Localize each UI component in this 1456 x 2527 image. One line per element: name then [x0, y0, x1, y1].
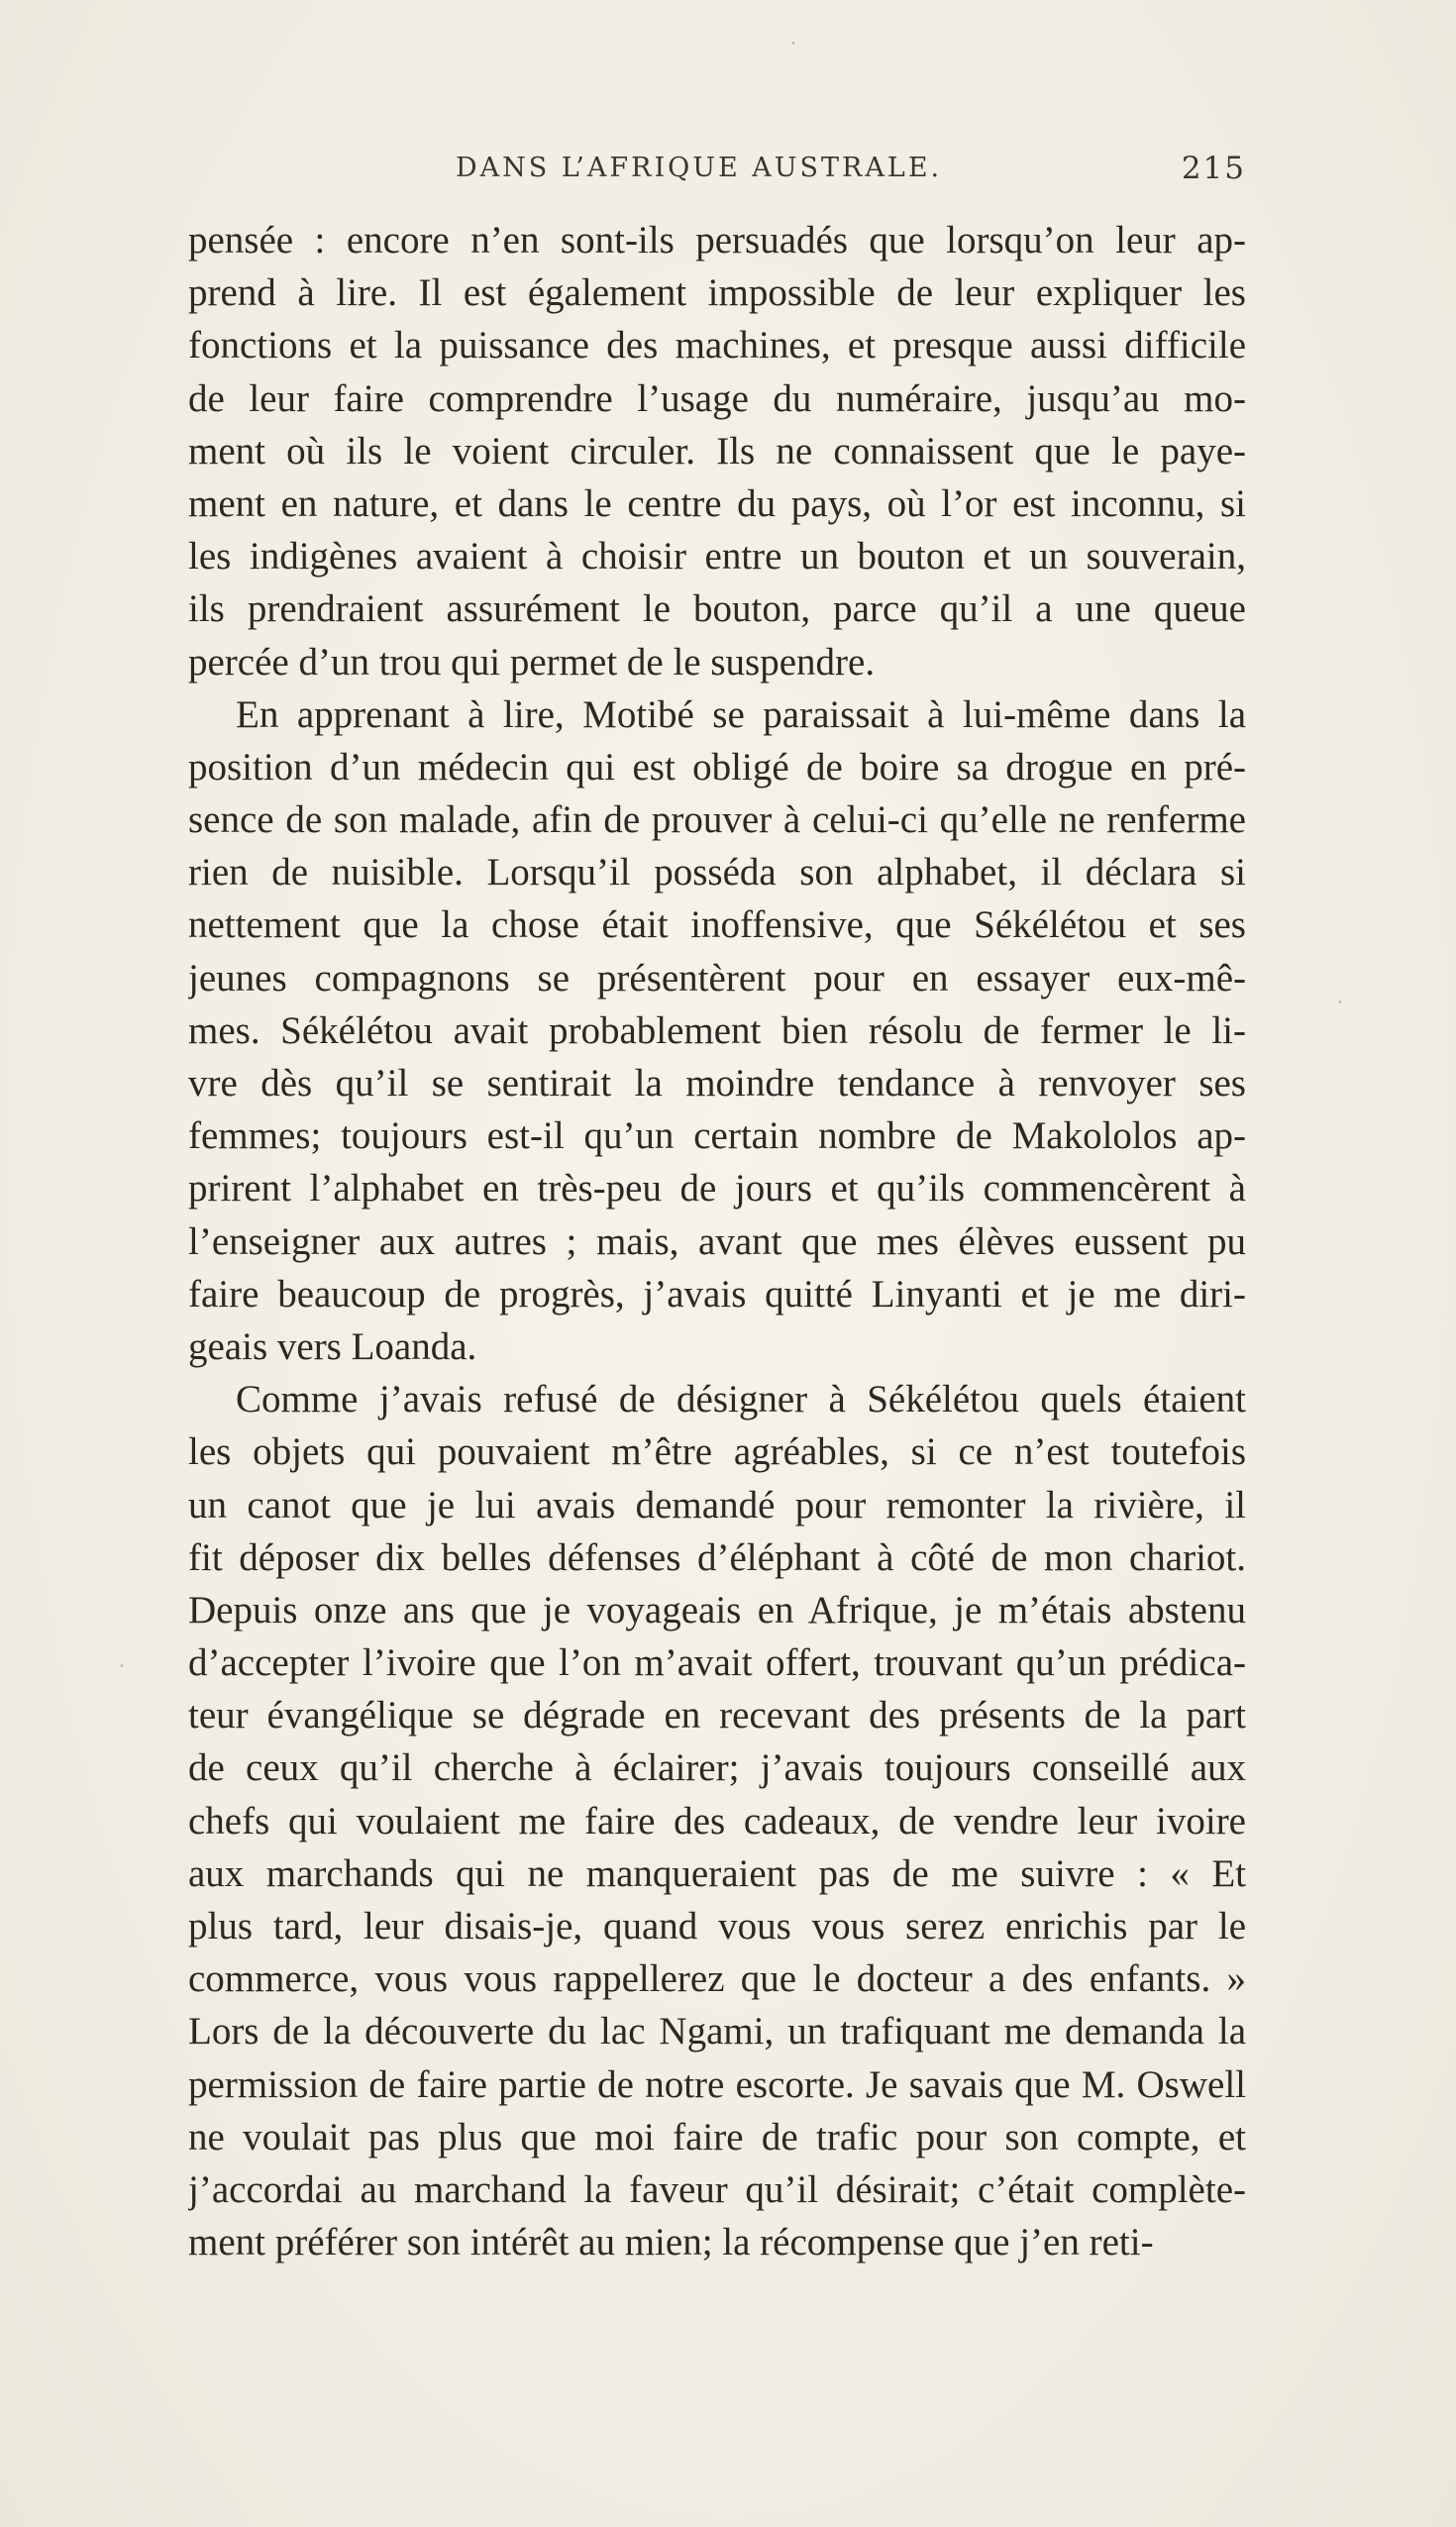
- text-line: fit déposer dix belles défenses d’éléphant à côté de mon chariot.: [188, 1535, 1246, 1579]
- text-line: position d’un médecin qui est obligé de boire sa drogue en pré-: [188, 745, 1246, 789]
- text-line: un canot que je lui avais demandé pour remonter la rivière, il: [188, 1483, 1246, 1527]
- text-line: En apprenant à lire, Motibé se paraissait à lui-même dans la: [236, 692, 1246, 736]
- text-line: plus tard, leur disais-je, quand vous vous serez enrichis par le: [188, 1905, 1246, 1948]
- paper-speck: [1339, 1000, 1341, 1003]
- text-line: ment en nature, et dans le centre du pays, où l’or est inconnu, si: [188, 481, 1246, 525]
- paper-speck: [121, 1664, 123, 1667]
- text-line: vre dès qu’il se sentirait la moindre tendance à renvoyer ses: [188, 1062, 1246, 1105]
- text-line: jeunes compagnons se présentèrent pour en essayer eux-mê-: [188, 956, 1246, 1000]
- text-line: nettement que la chose était inoffensive, que Sékélétou et ses: [188, 903, 1246, 947]
- text-line: faire beaucoup de progrès, j’avais quitté Linyanti et je me diri-: [188, 1272, 1246, 1316]
- text-line: permission de faire partie de notre escorte. Je savais que M. Oswell: [188, 2062, 1246, 2106]
- text-line: rien de nuisible. Lorsqu’il posséda son alphabet, il déclara si: [188, 851, 1246, 895]
- page-header: [188, 149, 1246, 188]
- paper-speck: [792, 42, 794, 45]
- text-line: Comme j’avais refusé de désigner à Sékélétou quels étaient: [236, 1378, 1246, 1421]
- paragraph: [188, 214, 1246, 688]
- text-line: de leur faire comprendre l’usage du numéraire, jusqu’au mo-: [188, 376, 1246, 420]
- text-line: de ceux qu’il cherche à éclairer; j’avais toujours conseillé aux: [188, 1746, 1246, 1790]
- text-line: l’enseigner aux autres ; mais, avant que mes élèves eussent pu: [188, 1219, 1246, 1263]
- text-line: teur évangélique se dégrade en recevant des présents de la part: [188, 1694, 1246, 1737]
- text-line: prend à lire. Il est également impossible de leur expliquer les: [188, 271, 1246, 315]
- text-line: chefs qui voulaient me faire des cadeaux, de vendre leur ivoire: [188, 1799, 1246, 1843]
- text-line: les indigènes avaient à choisir entre un bouton et un souverain,: [188, 535, 1246, 579]
- text-line: ils prendraient assurément le bouton, parce qu’il a une queue: [188, 587, 1246, 631]
- text-line: ment où ils le voient circuler. Ils ne connaissent que le paye-: [188, 429, 1246, 473]
- body-text: [188, 214, 1246, 2268]
- text-line: percée d’un trou qui permet de le suspendre.: [188, 640, 876, 684]
- paragraph: [188, 1373, 1246, 2268]
- text-line: pensée : encore n’en sont-ils persuadés que lorsqu’on leur ap-: [188, 219, 1246, 262]
- text-line: prirent l’alphabet en très-peu de jours et qu’ils commencèrent à: [188, 1167, 1246, 1211]
- text-line: ne voulait pas plus que moi faire de trafic pour son compte, et: [188, 2115, 1246, 2158]
- text-line: Lors de la découverte du lac Ngami, un trafiquant me demanda la: [188, 2010, 1246, 2053]
- text-line: Depuis onze ans que je voyageais en Afrique, je m’étais abstenu: [188, 1588, 1246, 1632]
- text-line: commerce, vous vous rappellerez que le docteur a des enfants. »: [188, 1957, 1246, 2001]
- paragraph: [188, 688, 1246, 1373]
- text-line: mes. Sékélétou avait probablement bien résolu de fermer le li-: [188, 1008, 1246, 1052]
- page-number: 215: [1181, 151, 1246, 186]
- text-line: sence de son malade, afin de prouver à celui-ci qu’elle ne renferme: [188, 798, 1246, 842]
- text-line: geais vers Loanda.: [188, 1324, 477, 1368]
- text-line: d’accepter l’ivoire que l’on m’avait offert, trouvant qu’un prédica-: [188, 1641, 1246, 1685]
- running-title: DANS L’AFRIQUE AUSTRALE.: [456, 153, 943, 183]
- text-line: ment préférer son intérêt au mien; la récompense que j’en reti-: [188, 2221, 1154, 2264]
- text-line: les objets qui pouvaient m’être agréables, si ce n’est toutefois: [188, 1430, 1246, 1474]
- text-line: fonctions et la puissance des machines, et presque aussi difficile: [188, 324, 1246, 368]
- text-line: femmes; toujours est-il qu’un certain nombre de Makololos ap-: [188, 1114, 1246, 1158]
- text-line: j’accordai au marchand la faveur qu’il désirait; c’était complète-: [188, 2167, 1246, 2211]
- text-line: aux marchands qui ne manqueraient pas de me suivre : « Et: [188, 1851, 1246, 1895]
